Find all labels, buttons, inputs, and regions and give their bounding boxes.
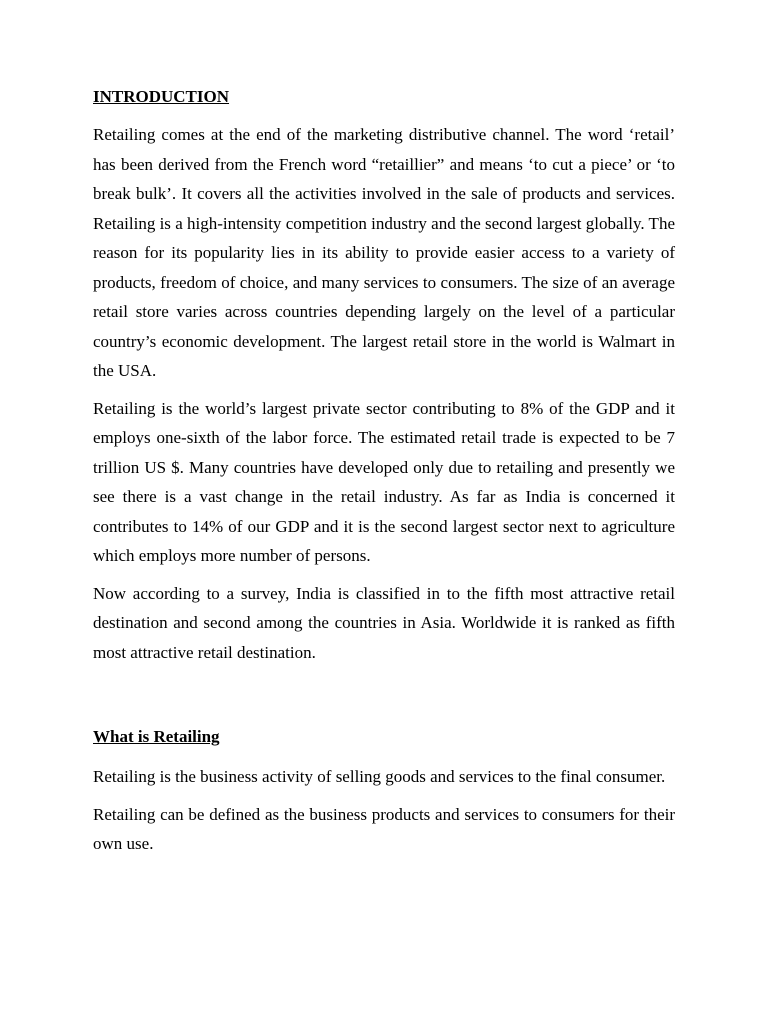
- paragraph: Retailing can be defined as the business products and services to consumers for their own use.: [93, 804, 675, 853]
- document-body: [93, 86, 675, 859]
- paragraph: Retailing comes at the end of the marketing distributive channel. The word ‘retail’ has been derived from the French word “retaillier” and means ‘to cut a piece’ or ‘to break bulk’. It covers all the activities involved in the sale of products and services. Retailing is a high-intensity competition industry and the second largest globally. The reason for its popularity lies in its ability to provide easier access to a variety of products, freedom of choice, and many services to consumers. The size of an average retail store varies across countries depending largely on the level of a particular country’s economic development. The largest retail store in the world is Walmart in the USA.: [93, 125, 675, 380]
- paragraph: Retailing is the business activity of selling goods and services to the final consumer.: [93, 767, 666, 786]
- paragraph: Now according to a survey, India is classified in to the fifth most attractive retail destination and second among the countries in Asia. Worldwide it is ranked as fifth most attractive retail destination.: [93, 583, 675, 662]
- section-heading-introduction: INTRODUCTION: [93, 87, 230, 106]
- section-heading-what-is-retailing: What is Retailing: [93, 727, 220, 746]
- paragraph: Retailing is the world’s largest private sector contributing to 8% of the GDP and it employs one-sixth of the labor force. The estimated retail trade is expected to be 7 trillion US $. Many countries have developed only due to retailing and presently we see there is a vast change in the retail industry. As far as India is concerned it contributes to 14% of our GDP and it is the second largest sector next to agriculture which employs more number of persons.: [93, 398, 675, 565]
